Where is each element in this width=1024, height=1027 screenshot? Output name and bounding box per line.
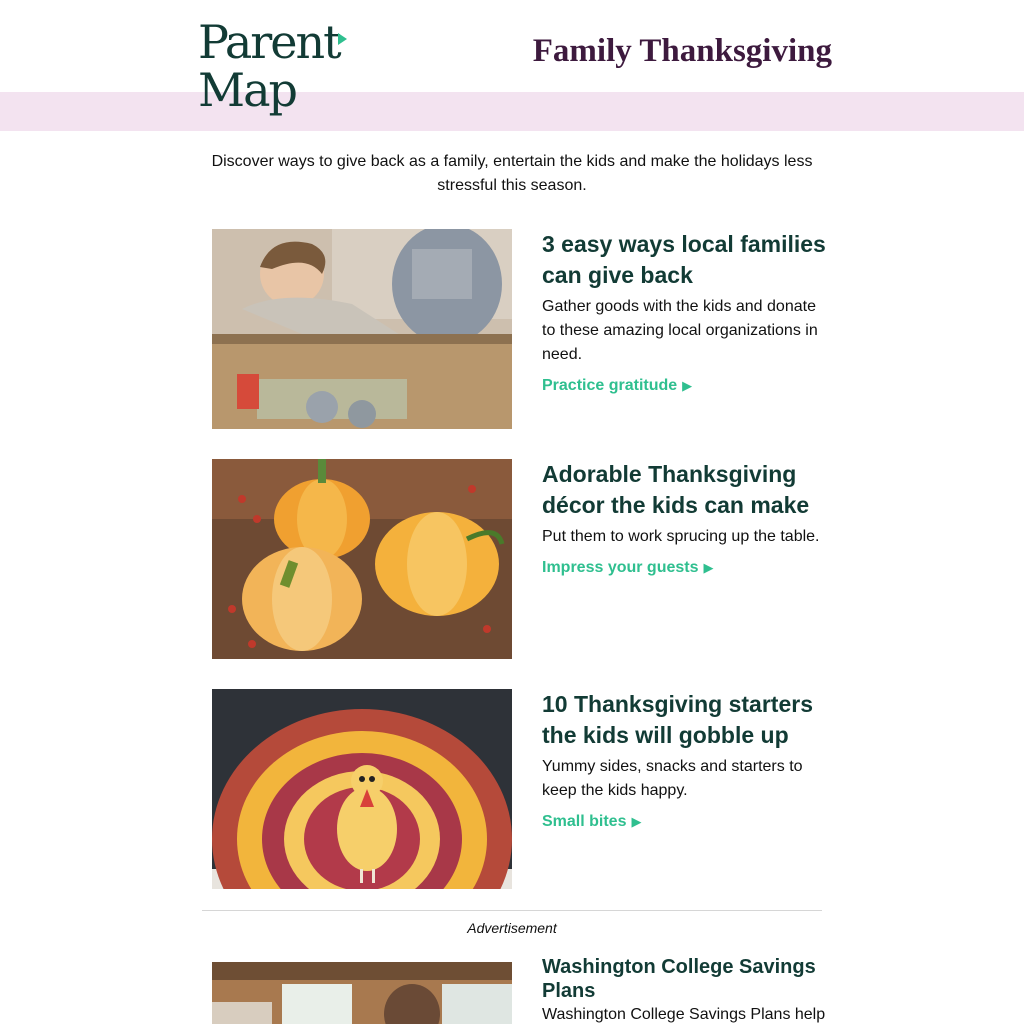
article-card [212,459,822,659]
article-summary: Put them to work sprucing up the table. [542,528,820,545]
intro-text: Discover ways to give back as a family, entertain the kids and make the holidays less stressful this season. [211,153,813,194]
logo-play-icon [338,33,347,45]
article-image-child-donation[interactable] [212,229,512,429]
impress-your-guests-link[interactable] [542,559,714,577]
article-title[interactable]: Adorable Thanksgiving décor the kids can make [542,461,810,518]
play-arrow-icon: ▶ [703,560,714,575]
play-arrow-icon: ▶ [631,814,642,829]
article-card [212,689,822,889]
article-card [212,229,826,429]
advertisement-label: Advertisement [467,920,557,936]
practice-gratitude-link[interactable] [542,377,692,395]
header-band [0,92,1024,131]
logo-word-map: Map [198,63,296,117]
advertisement-summary: Washington College Savings Plans help [542,1006,826,1023]
cta-label: Practice gratitude [542,377,678,394]
newsletter-title: Family Thanksgiving [532,33,832,69]
cta-label: Impress your guests [542,559,699,576]
section-divider [202,910,822,911]
article-image-paper-pumpkins[interactable] [212,459,512,659]
advertisement-title[interactable]: Washington College Savings Plans [542,956,816,1002]
small-bites-link[interactable] [542,813,641,831]
article-summary: Gather goods with the kids and donate to these amazing local organizations in need. [542,298,818,363]
parentmap-logo[interactable] [198,15,358,122]
article-title[interactable]: 3 easy ways local families can give back [542,231,826,288]
article-image-turkey-platter[interactable] [212,689,512,889]
article-title[interactable]: 10 Thanksgiving starters the kids will gobble up [542,691,813,748]
logo-word-parent: Parent [198,15,340,69]
advertisement-card [212,955,826,1024]
play-arrow-icon: ▶ [682,378,693,393]
cta-label: Small bites [542,813,627,830]
article-summary: Yummy sides, snacks and starters to keep the kids happy. [542,758,803,799]
advertisement-image[interactable] [212,962,512,1024]
